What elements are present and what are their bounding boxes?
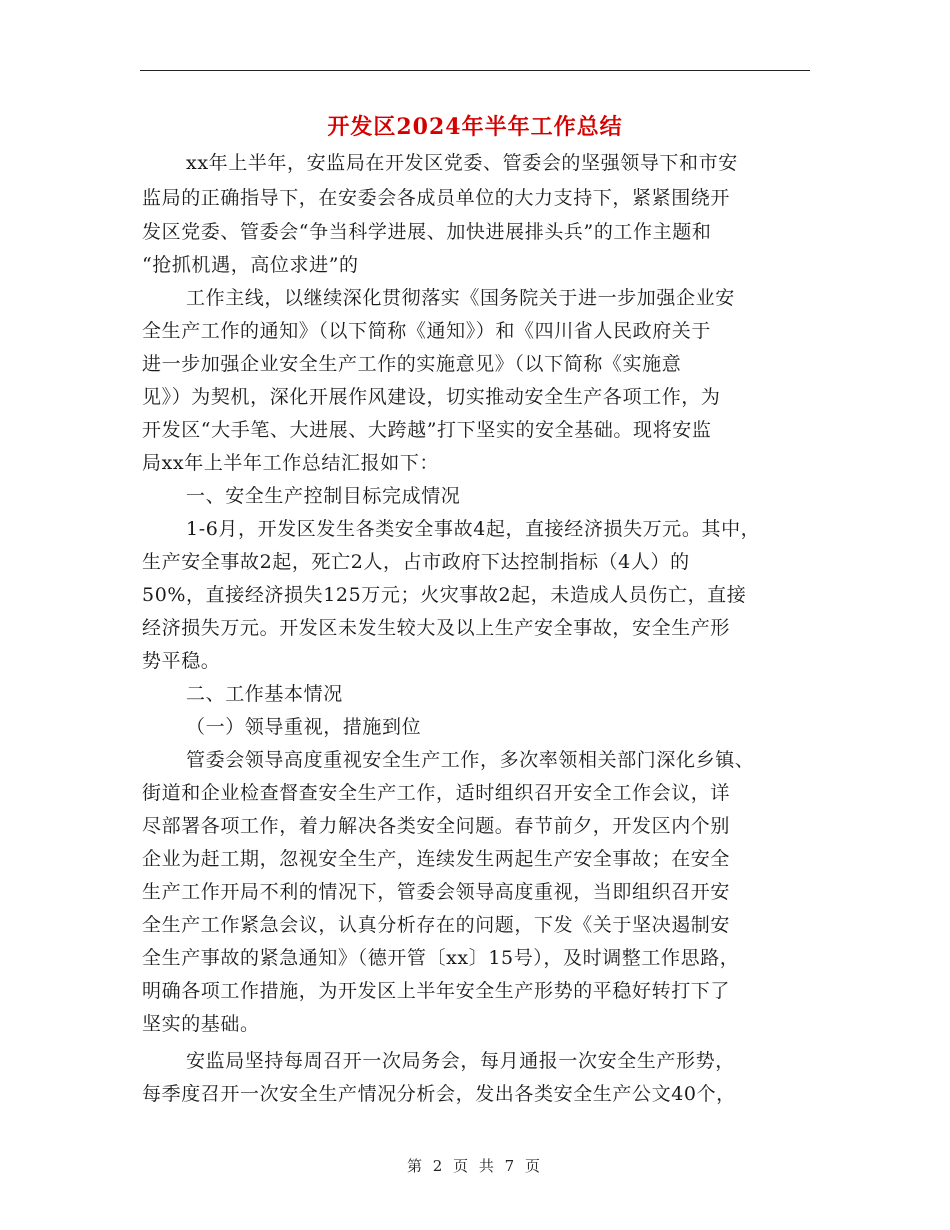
- body-line: 企业为赶工期，忽视安全生产，连续发生两起生产安全事故；在安全: [142, 848, 731, 870]
- body-line: 明确各项工作措施，为开发区上半年安全生产形势的平稳好转打下了: [142, 980, 731, 1002]
- body-line: 进一步加强企业安全生产工作的实施意见》（以下简称《实施意: [142, 353, 682, 375]
- body-line: 1-6月，开发区发生各类安全事故4起，直接经济损失万元。其中，: [186, 518, 761, 540]
- body-line: 经济损失万元。开发区未发生较大及以上生产安全事故，安全生产形: [142, 617, 731, 639]
- body-line: 生产安全事故2起，死亡2人，占市政府下达控制指标（4人）的: [142, 551, 690, 573]
- body-line: 管委会领导高度重视安全生产工作，多次率领相关部门深化乡镇、: [186, 749, 755, 771]
- body-line: xx年上半年，安监局在开发区党委、管委会的坚强领导下和市安: [186, 152, 738, 174]
- body-line: 局xx年上半年工作总结汇报如下：: [142, 452, 440, 474]
- body-line: 势平稳。: [142, 650, 221, 672]
- body-line: 全生产事故的紧急通知》（德开管〔xx〕15号），及时调整工作思路，: [142, 947, 740, 969]
- body-line: 开发区“大手笔、大进展、大跨越”打下坚实的安全基础。现将安监: [142, 419, 712, 441]
- body-line: 见》）为契机，深化开展作风建设，切实推动安全生产各项工作，为: [142, 386, 721, 408]
- body-line: 坚实的基础。: [142, 1013, 260, 1035]
- body-line: 街道和企业检查督查安全生产工作，适时组织召开安全工作会议，详: [142, 782, 731, 804]
- body-line: 安监局坚持每周召开一次局务会，每月通报一次安全生产形势，: [186, 1050, 735, 1072]
- body-line: 生产工作开局不利的情况下，管委会领导高度重视，当即组织召开安: [142, 881, 731, 903]
- body-line: 全生产工作的通知》（以下简称《通知》）和《四川省人民政府关于: [142, 320, 712, 342]
- body-line: 监局的正确指导下，在安委会各成员单位的大力支持下，紧紧围绕开: [142, 187, 731, 209]
- body-line: 50%，直接经济损失125万元；火灾事故2起，未造成人员伤亡，直接: [142, 584, 747, 606]
- subsection-heading: （一）领导重视，措施到位: [186, 716, 422, 738]
- body-line: 全生产工作紧急会议，认真分析存在的问题，下发《关于坚决遏制安: [142, 914, 731, 936]
- body-line: 工作主线，以继续深化贯彻落实《国务院关于进一步加强企业安: [186, 287, 735, 309]
- document-title: 开发区2024年半年工作总结: [327, 114, 623, 140]
- section-heading: 一、安全生产控制目标完成情况: [186, 485, 461, 507]
- body-line: 尽部署各项工作，着力解决各类安全问题。春节前夕，开发区内个别: [142, 815, 731, 837]
- body-line: 每季度召开一次安全生产情况分析会，发出各类安全生产公文40个，: [142, 1083, 736, 1105]
- body-line: “抢抓机遇，高位求进”的: [142, 254, 359, 276]
- page-number: 第 2 页 共 7 页: [407, 1157, 543, 1175]
- body-line: 发区党委、管委会“争当科学进展、加快进展排头兵”的工作主题和: [142, 221, 712, 243]
- section-heading: 二、工作基本情况: [186, 683, 343, 705]
